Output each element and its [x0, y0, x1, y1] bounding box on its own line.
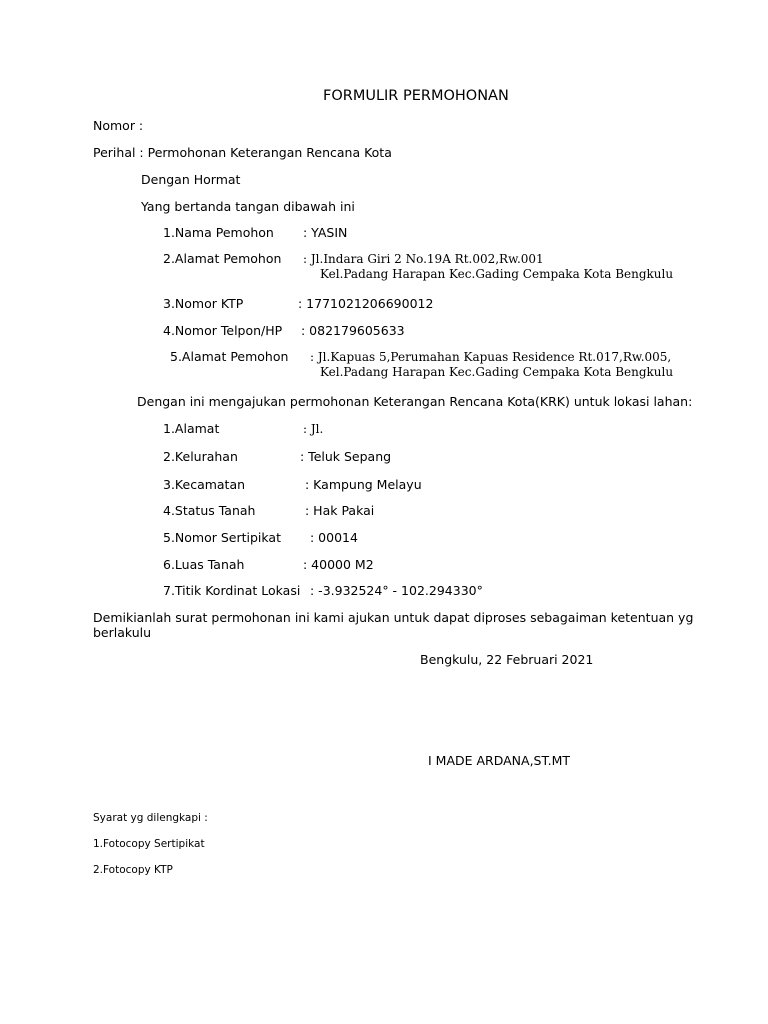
land-coordinate-value: : -3.932524° - 102.294330° [310, 583, 483, 598]
applicant-phone-value: : 082179605633 [301, 323, 405, 338]
signatory-name: I MADE ARDANA,ST.MT [428, 753, 571, 768]
applicant-address2-label: 5.Alamat Pemohon [170, 349, 289, 364]
land-kecamatan-label: 3.Kecamatan [163, 477, 246, 492]
land-kelurahan-value: : Teluk Sepang [300, 449, 392, 464]
greeting: Dengan Hormat [141, 172, 241, 187]
land-area-label: 6.Luas Tanah [163, 557, 245, 572]
request-intro: Dengan ini mengajukan permohonan Keterangan Rencana Kota(KRK) untuk lokasi lahan: [137, 394, 693, 409]
land-certificate-label: 5.Nomor Sertipikat [163, 530, 281, 545]
applicant-ktp-value: : 1771021206690012 [298, 296, 434, 311]
applicant-address2-line1: : Jl.Kapuas 5,Perumahan Kapuas Residence Rt.017,Rw.005, [310, 350, 672, 364]
intro-line: Yang bertanda tangan dibawah ini [141, 199, 355, 214]
land-kelurahan-label: 2.Kelurahan [163, 449, 238, 464]
form-title: FORMULIR PERMOHONAN [323, 88, 509, 104]
perihal-line: Perihal : Permohonan Keterangan Rencana Kota [93, 145, 392, 160]
land-address-label: 1.Alamat [163, 421, 220, 436]
applicant-address2-line2: Kel.Padang Harapan Kec.Gading Cempaka Kota Bengkulu [320, 365, 674, 379]
applicant-name-label: 1.Nama Pemohon [163, 225, 274, 240]
requirement-item: 2.Fotocopy KTP [93, 864, 173, 876]
applicant-address-label: 2.Alamat Pemohon [163, 251, 282, 266]
land-status-value: : Hak Pakai [305, 503, 375, 518]
land-status-label: 4.Status Tanah [163, 503, 256, 518]
land-kecamatan-value: : Kampung Melayu [305, 477, 422, 492]
requirement-item: 1.Fotocopy Sertipikat [93, 838, 205, 850]
requirements-heading: Syarat yg dilengkapi : [93, 812, 208, 824]
nomor-line: Nomor : [93, 118, 144, 133]
applicant-address-line1: : Jl.Indara Giri 2 No.19A Rt.002,Rw.001 [303, 252, 544, 266]
applicant-ktp-label: 3.Nomor KTP [163, 296, 244, 311]
applicant-name-value: : YASIN [303, 225, 348, 240]
land-area-value: : 40000 M2 [303, 557, 374, 572]
land-certificate-value: : 00014 [310, 530, 358, 545]
closing-line1: Demikianlah surat permohonan ini kami ajukan untuk dapat diproses sebagaiman ketentuan yg [93, 610, 694, 625]
applicant-address-line2: Kel.Padang Harapan Kec.Gading Cempaka Kota Bengkulu [320, 267, 674, 281]
land-address-value: : Jl. [303, 422, 324, 436]
applicant-phone-label: 4.Nomor Telpon/HP [163, 323, 283, 338]
closing-line2: berlakulu [93, 625, 152, 640]
place-date: Bengkulu, 22 Februari 2021 [420, 652, 594, 667]
land-coordinate-label: 7.Titik Kordinat Lokasi [163, 583, 301, 598]
